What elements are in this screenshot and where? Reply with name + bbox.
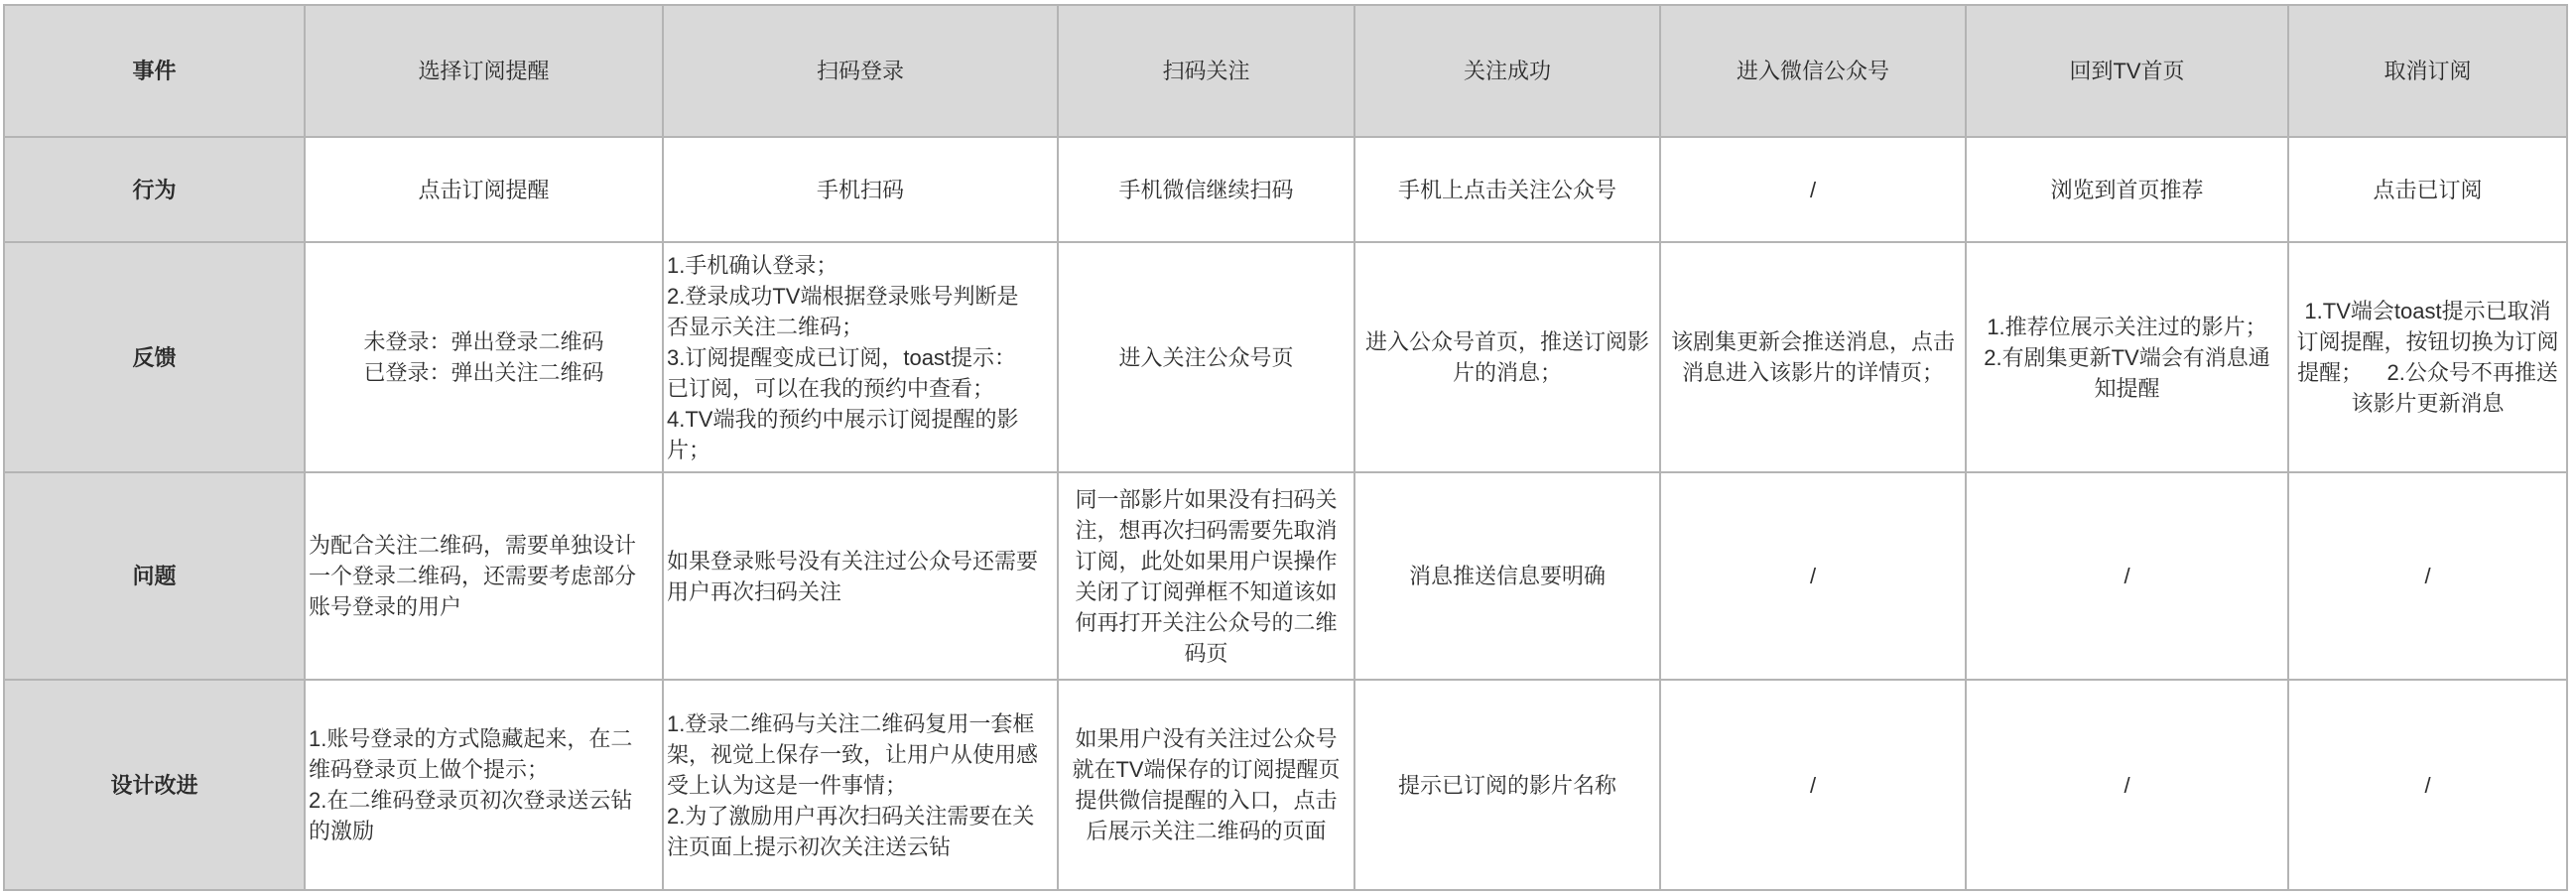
row-label-action: 行为	[4, 137, 305, 242]
table-cell	[1660, 137, 1966, 242]
cell-text-line: /	[1809, 564, 1817, 588]
cell-text-line: 已登录：弹出关注二维码	[363, 360, 604, 385]
cell-text-line: /	[2424, 772, 2431, 798]
cell-text-line: 注，想再次扫码需要先取消	[1075, 517, 1338, 543]
cell-text-line: 手机微信继续扫码	[1118, 177, 1294, 202]
cell-text-line: 就在TV端保存的订阅提醒页	[1072, 757, 1341, 782]
table-row-action	[4, 137, 2567, 242]
column-header-scan-follow: 扫码关注	[1058, 5, 1354, 137]
cell-text-line: 账号登录的用户	[309, 594, 462, 619]
column-header-cancel-subscription: 取消订阅	[2288, 5, 2567, 137]
cell-text-line: 提示已订阅的影片名称	[1397, 772, 1616, 798]
cell-text-line: 架，视觉上保存一致，让用户从使用感	[667, 741, 1039, 767]
cell-text-line: 2.在二维码登录页初次登录送云钻	[309, 788, 633, 813]
header-row	[4, 5, 2567, 137]
table-cell	[1058, 472, 1354, 680]
table-cell	[1058, 137, 1354, 242]
table-cell	[2288, 242, 2567, 472]
cell-text-line: 订阅，此处如果用户误操作	[1075, 548, 1338, 574]
table-cell	[663, 472, 1058, 680]
table-cell	[305, 137, 663, 242]
table-cell	[1660, 242, 1966, 472]
cell-text-line: 码页	[1184, 640, 1228, 666]
cell-text-line: 该剧集更新会推送消息，点击	[1670, 329, 1955, 354]
column-header-choose-reminder: 选择订阅提醒	[305, 5, 663, 137]
cell-text-line: 片；	[667, 437, 711, 462]
table-cell	[305, 472, 663, 680]
cell-text-line: 已订阅，可以在我的预约中查看；	[667, 375, 995, 401]
cell-text-line: /	[2124, 772, 2130, 798]
column-header-enter-wechat-account: 进入微信公众号	[1660, 5, 1966, 137]
table-cell	[1354, 472, 1660, 680]
cell-text-line: 点击已订阅	[2373, 177, 2483, 202]
cell-text-line: /	[2124, 564, 2130, 588]
cell-text-line: /	[1809, 772, 1817, 798]
cell-text-line: 同一部影片如果没有扫码关	[1075, 486, 1338, 512]
cell-text-line: 关闭了订阅弹框不知道该如	[1075, 578, 1338, 604]
cell-text-line: 订阅提醒，按钮切换为订阅	[2296, 329, 2559, 354]
cell-text-line: /	[2424, 564, 2431, 588]
table-row-feedback	[4, 242, 2567, 472]
cell-text-line: 2.有剧集更新TV端会有消息通	[1984, 344, 2270, 370]
cell-text-line: 否显示关注二维码；	[667, 314, 864, 339]
table-cell	[1354, 680, 1660, 890]
cell-text-line: 1.TV端会toast提示已取消	[2304, 299, 2551, 323]
table-cell	[1354, 137, 1660, 242]
cell-text-line: 后展示关注二维码的页面	[1086, 819, 1327, 843]
table-cell	[1058, 242, 1354, 472]
cell-text-line: 手机上点击关注公众号	[1397, 177, 1616, 202]
table-cell	[663, 242, 1058, 472]
cell-text-line: 为配合关注二维码，需要单独设计	[309, 533, 637, 558]
cell-text-line: /	[1809, 177, 1817, 202]
table-cell	[1966, 472, 2288, 680]
cell-text-line: 注页面上提示初次关注送云钻	[667, 833, 952, 859]
row-label-design-improvement: 设计改进	[4, 680, 305, 890]
table-row-design-improvement	[4, 680, 2567, 890]
corner-header-event: 事件	[4, 5, 305, 137]
cell-text-line: 片的消息；	[1452, 360, 1562, 385]
cell-text-line: 3.订阅提醒变成已订阅，toast提示：	[667, 344, 1017, 370]
cell-text-line: 1.手机确认登录；	[667, 252, 838, 278]
cell-text-line: 消息进入该影片的详情页；	[1681, 360, 1944, 385]
table-cell	[2288, 137, 2567, 242]
cell-text-line: 进入关注公众号页	[1118, 344, 1294, 370]
table-row-issue	[4, 472, 2567, 680]
cell-text-line: 一个登录二维码，还需要考虑部分	[309, 564, 637, 588]
cell-text-line: 知提醒	[2094, 375, 2160, 401]
cell-text-line: 浏览到首页推荐	[2050, 177, 2204, 202]
table-cell	[2288, 680, 2567, 890]
cell-text-line: 未登录：弹出登录二维码	[363, 329, 604, 354]
cell-text-line: 手机扫码	[816, 177, 904, 202]
table-cell	[663, 680, 1058, 890]
table-cell	[1966, 242, 2288, 472]
table-cell	[1966, 680, 2288, 890]
cell-text-line: 用户再次扫码关注	[667, 578, 842, 604]
column-header-back-to-tv-home: 回到TV首页	[1966, 5, 2288, 137]
cell-text-line: 提醒； 2.公众号不再推送	[2297, 360, 2558, 385]
row-label-feedback: 反馈	[4, 242, 305, 472]
cell-text-line: 4.TV端我的预约中展示订阅提醒的影	[667, 406, 1019, 432]
cell-text-line: 1.账号登录的方式隐藏起来，在二	[309, 726, 633, 751]
table-cell	[2288, 472, 2567, 680]
column-header-follow-success: 关注成功	[1354, 5, 1660, 137]
table-cell	[305, 680, 663, 890]
cell-text-line: 2.为了激励用户再次扫码关注需要在关	[667, 803, 1035, 829]
table-cell	[305, 242, 663, 472]
table-cell	[1058, 680, 1354, 890]
cell-text-line: 1.登录二维码与关注二维码复用一套框	[667, 710, 1035, 736]
table-cell	[1966, 137, 2288, 242]
cell-text-line: 消息推送信息要明确	[1408, 564, 1606, 588]
row-label-issue: 问题	[4, 472, 305, 680]
cell-text-line: 如果登录账号没有关注过公众号还需要	[667, 548, 1039, 574]
table-cell	[1660, 472, 1966, 680]
cell-text-line: 受上认为这是一件事情；	[667, 772, 908, 798]
cell-text-line: 2.登录成功TV端根据登录账号判断是	[667, 283, 1019, 309]
cell-text-line: 何再打开关注公众号的二维	[1075, 609, 1338, 635]
cell-text-line: 提供微信提醒的入口，点击	[1075, 788, 1338, 813]
cell-text-line: 点击订阅提醒	[418, 177, 550, 202]
table-cell	[1660, 680, 1966, 890]
table-cell	[1354, 242, 1660, 472]
cell-text-line: 维码登录页上做个提示；	[309, 757, 550, 782]
cell-text-line: 进入公众号首页，推送订阅影	[1364, 329, 1649, 354]
cell-text-line: 该影片更新消息	[2351, 391, 2505, 416]
subscription-flow-table	[3, 4, 2568, 891]
cell-text-line: 如果用户没有关注过公众号	[1075, 726, 1338, 751]
column-header-scan-login: 扫码登录	[663, 5, 1058, 137]
cell-text-line: 1.推荐位展示关注过的影片；	[1987, 314, 2267, 339]
table-cell	[663, 137, 1058, 242]
cell-text-line: 的激励	[309, 819, 375, 843]
